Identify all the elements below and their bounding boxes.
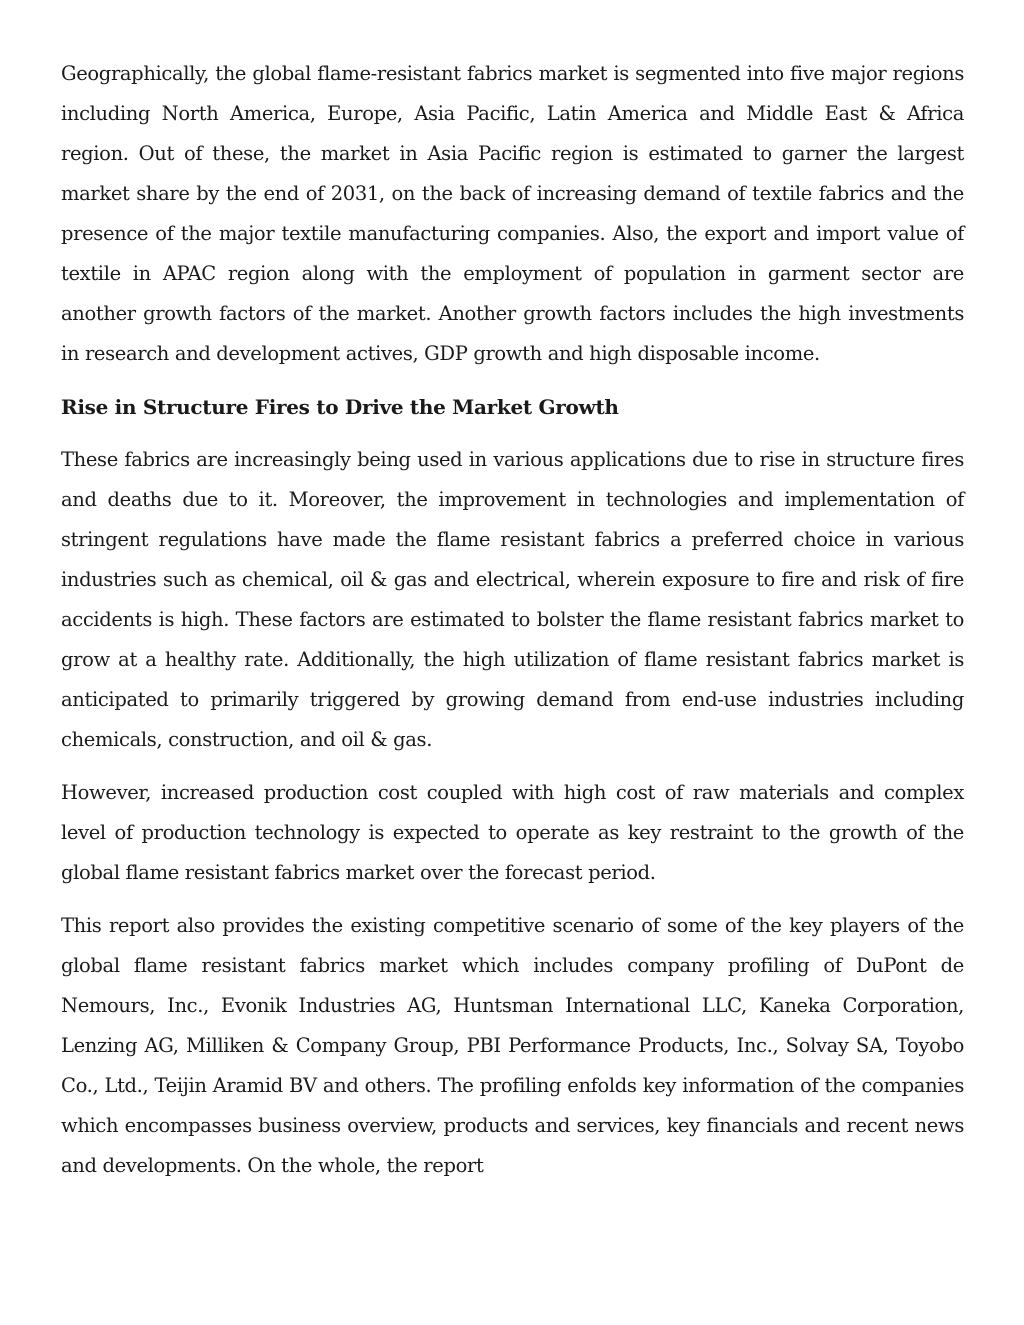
paragraph-restraints: However, increased production cost coupled with high cost of raw materials and complex level of production technology is expected to operate as key restraint to the growth of the global flame resistant fabrics market over the forecast period. [61,781,964,884]
paragraph-key-players: This report also provides the existing competitive scenario of some of the key players of the global flame resistant fabrics market which includes company profiling of DuPont de Nemours, Inc., Evonik Industries AG, Huntsman International LLC, Kaneka Corporation, Lenzing AG, Milliken & Company Group, PBI Performance Products, Inc., Solvay SA, Toyobo Co., Ltd., Teijin Aramid BV and others. The profiling enfolds key information of the companies which encompasses business overview, products and services, key financials and recent news and developments. On the whole, the report [61,914,964,1177]
paragraph-geography: Geographically, the global flame-resistant fabrics market is segmented into five major regions including North America, Europe, Asia Pacific, Latin America and Middle East & Africa region. Out of these, the market in Asia Pacific region is estimated to garner the largest market share by the end of 2031, on the back of increasing demand of textile fabrics and the presence of the major textile manufacturing companies. Also, the export and import value of textile in APAC region along with the employment of population in garment sector are another growth factors of the market. Another growth factors includes the high investments in research and development actives, GDP growth and high disposable income. [61,62,964,365]
paragraph-structure-fires: These fabrics are increasingly being used in various applications due to rise in structure fires and deaths due to it. Moreover, the improvement in technologies and implementation of stringent regulations have made the flame resistant fabrics a preferred choice in various industries such as chemical, oil & gas and electrical, wherein exposure to fire and risk of fire accidents is high. These factors are estimated to bolster the flame resistant fabrics market to grow at a healthy rate. Additionally, the high utilization of flame resistant fabrics market is anticipated to primarily triggered by growing demand from end-use industries including chemicals, construction, and oil & gas. [61,448,964,751]
section-heading-structure-fires: Rise in Structure Fires to Drive the Market Growth [61,395,619,419]
document-page [61,54,964,1199]
